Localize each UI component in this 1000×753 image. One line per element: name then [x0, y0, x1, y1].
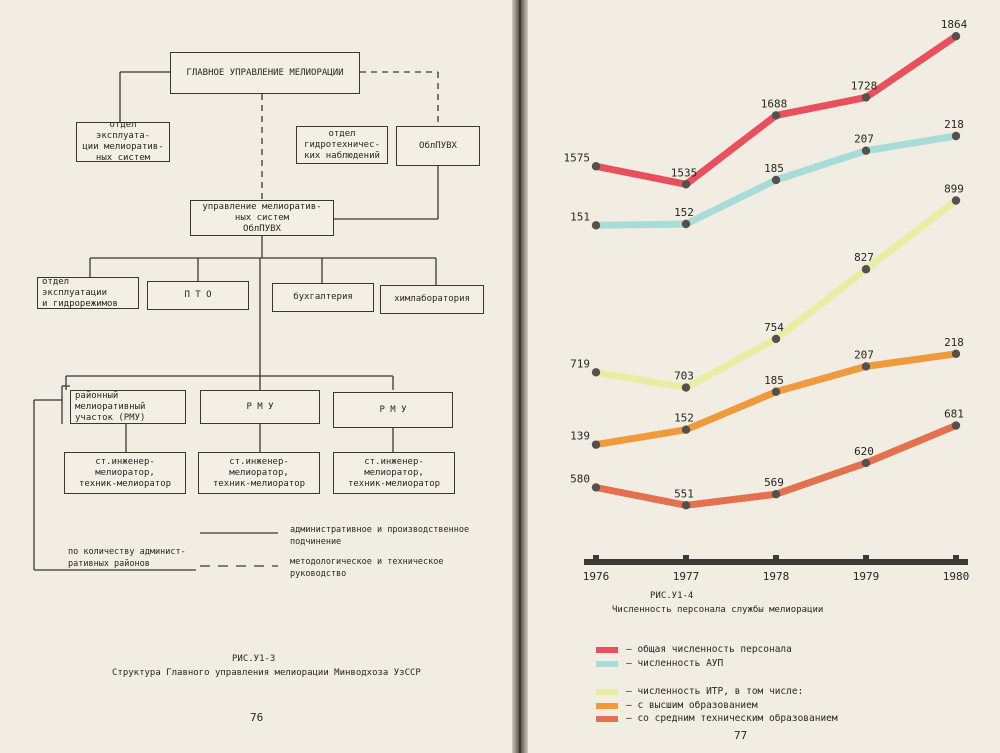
oblpuvh-label: ОблПУВХ	[419, 140, 457, 151]
main-directorate-box	[170, 52, 360, 94]
data-point	[592, 440, 600, 448]
x-tick-mark	[683, 555, 689, 563]
oblpuvh-box	[396, 126, 480, 166]
left-page-number: 76	[250, 711, 264, 724]
legend-item	[596, 700, 758, 711]
legend-item	[596, 686, 803, 697]
district-rmu-box	[70, 390, 186, 424]
data-point	[862, 146, 870, 154]
engineer-label-3: ст.инженер-мелиоратор, техник-мелиоратор	[347, 456, 441, 489]
exploitation-hydro-box	[37, 277, 139, 309]
data-point	[592, 162, 600, 170]
data-label: 551	[674, 487, 694, 501]
data-point	[772, 335, 780, 343]
legend-solid-note: административное и производственное подчинение	[290, 525, 470, 547]
rmu-box-2	[200, 390, 320, 424]
data-point	[862, 362, 870, 370]
data-label: 1535	[670, 166, 698, 180]
data-label: 1575	[563, 151, 590, 165]
data-point	[862, 265, 870, 273]
data-point	[862, 93, 870, 101]
engineer-label-1: ст.инженер-мелиоратор, техник-мелиоратор	[78, 456, 172, 489]
right-figure-label: РИС.У1-4	[650, 591, 694, 601]
legend-swatch	[596, 661, 618, 667]
x-tick-label: 1979	[852, 570, 880, 583]
engineer-box-2	[198, 452, 320, 494]
legend-label: – численность ИТР, в том числе:	[626, 686, 804, 697]
book-spine	[512, 0, 528, 753]
data-label: 218	[944, 118, 964, 131]
legend-item	[596, 644, 792, 655]
data-point	[772, 388, 780, 396]
chem-lab-box	[380, 285, 484, 314]
pto-box	[147, 281, 249, 310]
right-page	[528, 0, 1000, 753]
engineer-label-2: ст.инженер-мелиоратор, техник-мелиоратор	[212, 456, 306, 489]
x-tick-label: 1978	[762, 570, 790, 583]
pto-label: П Т О	[184, 290, 212, 300]
left-figure-label: РИС.У1-3	[232, 654, 276, 664]
data-point	[772, 111, 780, 119]
x-tick-mark	[953, 555, 959, 563]
data-point	[772, 176, 780, 184]
district-count-note: по количеству админист- ративных районов	[68, 547, 186, 569]
data-point	[862, 459, 870, 467]
accounting-box	[272, 283, 374, 312]
data-label: 899	[944, 182, 964, 196]
right-figure-title: Численность персонала службы мелиорации	[612, 605, 824, 615]
data-point	[682, 383, 690, 391]
series-line	[596, 354, 956, 445]
data-point	[682, 220, 690, 228]
legend-swatch	[596, 647, 618, 653]
hydro-dept-box	[296, 126, 388, 164]
upravlenie-label: управление мелиоратив- ных систем ОблПУВХ	[202, 201, 322, 234]
engineer-box-3	[333, 452, 455, 494]
rmu-box-3	[333, 392, 453, 428]
rmu-label-3: Р М У	[379, 404, 407, 415]
data-point	[682, 426, 690, 434]
x-tick-mark	[863, 555, 869, 563]
engineer-box-1	[64, 452, 186, 494]
legend-label: – численность АУП	[626, 658, 724, 669]
data-point	[592, 483, 600, 491]
data-label: 754	[764, 320, 784, 334]
data-label: 139	[570, 429, 590, 443]
data-label: 207	[854, 132, 874, 146]
data-label: 185	[764, 373, 784, 387]
data-point	[952, 196, 960, 204]
right-page-number: 77	[734, 729, 748, 742]
data-point	[952, 350, 960, 358]
data-label: 218	[944, 335, 964, 349]
data-label: 827	[854, 251, 874, 265]
data-label: 1864	[940, 18, 968, 32]
data-point	[682, 180, 690, 188]
data-point	[952, 132, 960, 140]
x-tick-label: 1976	[582, 570, 610, 583]
data-label: 569	[764, 476, 784, 490]
chem-lab-label: химлаборатория	[394, 294, 470, 304]
data-point	[952, 421, 960, 429]
legend-label: – общая численность персонала	[626, 644, 792, 655]
exploitation-hydro-label: отдел эксплуатации и гидрорежимов	[42, 276, 118, 309]
rmu-label-2: Р М У	[246, 401, 274, 412]
data-label: 1688	[760, 97, 788, 111]
data-label: 151	[570, 210, 590, 224]
data-label: 207	[854, 348, 874, 362]
data-label: 152	[674, 411, 694, 425]
data-point	[592, 221, 600, 229]
main-directorate-label: ГЛАВНОЕ УПРАВЛЕНИЕ МЕЛИОРАЦИИ	[186, 67, 344, 78]
x-tick-label: 1977	[672, 570, 700, 583]
data-label: 719	[570, 357, 590, 371]
upravlenie-box	[190, 200, 334, 236]
legend-label: – со средним техническим образованием	[626, 713, 838, 724]
legend-item	[596, 658, 723, 669]
exploitation-dept-box	[76, 122, 170, 162]
legend-item	[596, 713, 838, 724]
data-label: 152	[674, 206, 694, 219]
exploitation-dept-label: отдел эксплуата- ции мелиоратив- ных систем	[82, 120, 164, 163]
data-point	[772, 490, 780, 498]
data-point	[592, 368, 600, 376]
data-label: 703	[674, 369, 694, 383]
x-tick-mark	[593, 555, 599, 563]
data-label: 620	[854, 444, 874, 458]
data-point	[682, 501, 690, 509]
legend-swatch	[596, 689, 618, 695]
legend-dashed-note: методологическое и техническое руководство	[290, 557, 444, 579]
legend-swatch	[596, 703, 618, 709]
staff-line-chart	[528, 0, 1000, 600]
legend-label: – с высшим образованием	[626, 700, 758, 711]
x-tick-label: 1980	[942, 570, 970, 583]
district-rmu-label: районный мелиоративный участок (РМУ)	[75, 390, 146, 423]
data-label: 580	[570, 472, 590, 486]
accounting-label: бухгалтерия	[293, 292, 353, 302]
x-tick-mark	[773, 555, 779, 563]
data-label: 1728	[850, 79, 878, 93]
hydro-dept-label: отдел гидротехничес- ких наблюдений	[304, 128, 380, 161]
data-point	[952, 32, 960, 40]
data-label: 681	[944, 407, 964, 421]
legend-swatch	[596, 716, 618, 722]
left-figure-title: Структура Главного управления мелиорации Минводхоза УзССР	[112, 668, 421, 678]
data-label: 185	[764, 162, 784, 175]
